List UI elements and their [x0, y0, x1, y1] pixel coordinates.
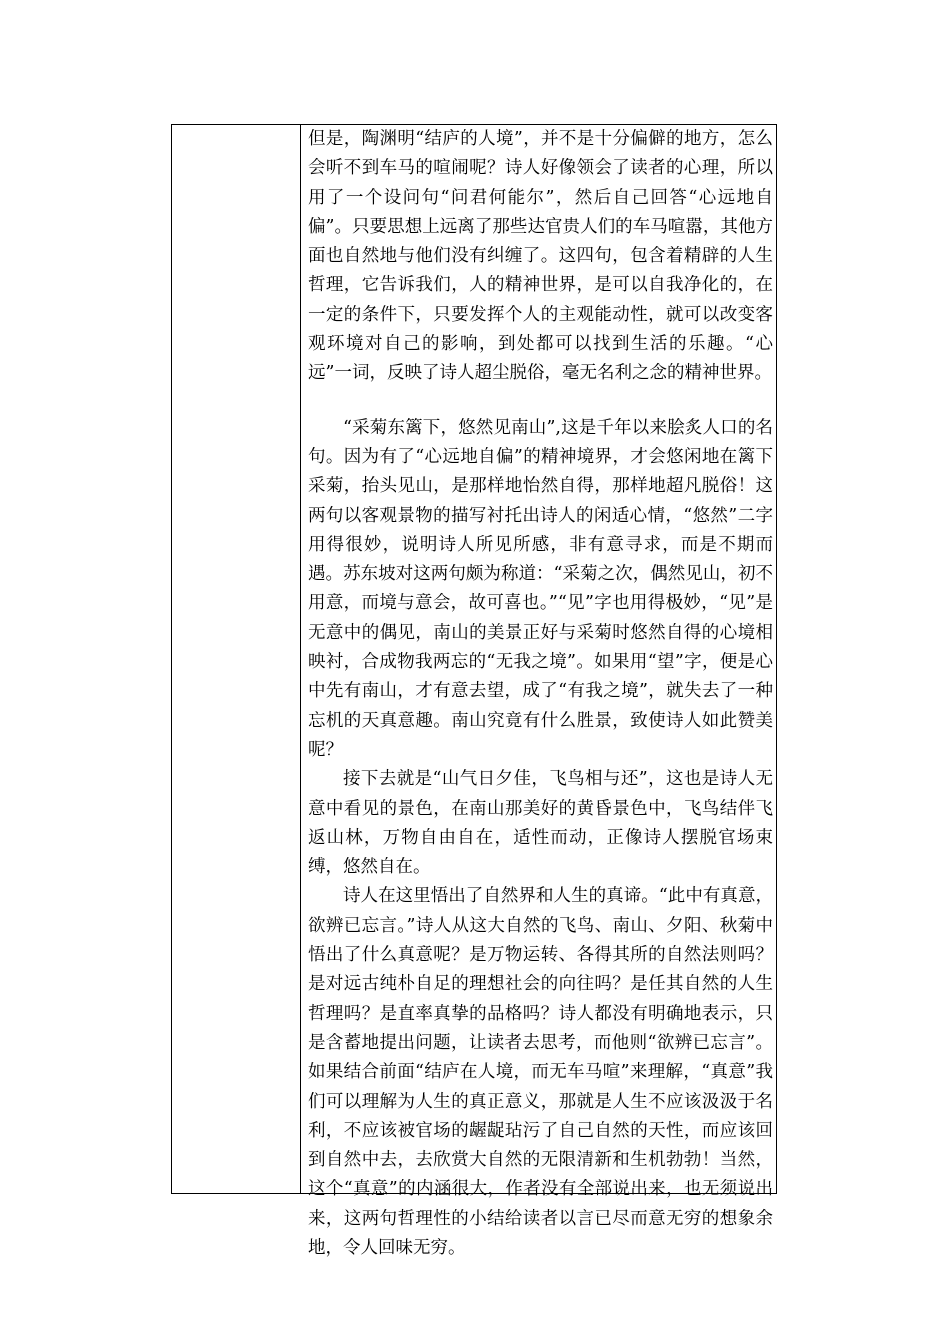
article-body	[308, 125, 773, 1263]
paragraph-1: 但是，陶渊明“结庐的人境”，并不是十分偏僻的地方，怎么会听不到车马的喧闹呢？诗人好像领会了读者的心理，所以用了一个设问句“问君何能尔”，然后自己回答“心远地自偏”。只要思想上远离了那些达官贵人们的车马喧嚣，其他方面也自然地与他们没有纠缠了。这四句，包含着精辟的人生哲理，它告诉我们，人的精神世界，是可以自我净化的，在一定的条件下，只要发挥个人的主观能动性，就可以改变客观环境对自己的影响，到处都可以找到生活的乐趣。“心远”一词，反映了诗人超尘脱俗，毫无名利之念的精神世界。	[308, 129, 773, 384]
paragraph-4: 诗人在这里悟出了自然界和人生的真谛。“此中有真意，欲辨已忘言。”诗人从这大自然的飞鸟、南山、夕阳、秋菊中悟出了什么真意呢？是万物运转、各得其所的自然法则吗？是对远古纯朴自足的理想社会的向往吗？是任其自然的人生哲理吗？是直率真挚的品格吗？诗人都没有明确地表示，只是含蓄地提出问题，让读者去思考，而他则“欲辨已忘言”。如果结合前面“结庐在人境，而无车马喧”来理解，“真意”我们可以理解为人生的真正意义，那就是人生不应该汲汲于名利，不应该被官场的龌龊玷污了自己自然的天性，而应该回到自然中去，去欣赏大自然的无限清新和生机勃勃！当然，这个“真意”的内涵很大，作者没有全部说出来，也无须说出来，这两句哲理性的小结给读者以言已尽而意无穷的想象余地，令人回味无穷。	[308, 886, 773, 1258]
paragraph-3: 接下去就是“山气日夕佳，飞鸟相与还”，这也是诗人无意中看见的景色，在南山那美好的黄昏景色中，飞鸟结伴飞返山林，万物自由自在，适性而动，正像诗人摆脱官场束缚，悠然自在。	[308, 769, 773, 878]
right-table-cell	[301, 125, 776, 1258]
paragraph-2: “采菊东篱下，悠然见南山”,这是千年以来脍炙人口的名句。因为有了“心远地自偏”的精神境界，才会悠闲地在篱下采菊，抬头见山，是那样地怡然自得，那样地超凡脱俗！这两句以客观景物的描写衬托出诗人的闲适心情，“悠然”二字用得很妙，说明诗人所见所感，非有意寻求，而是不期而遇。苏东坡对这两句颇为称道：“采菊之次，偶然见山，初不用意，而境与意会，故可喜也。”“见”字也用得极妙，“见”是无意中的偶见，南山的美景正好与采菊时悠然自得的心境相映衬，合成物我两忘的“无我之境”。如果用“望”字，便是心中先有南山，才有意去望，成了“有我之境”，就失去了一种忘机的天真意趣。南山究竟有什么胜景，致使诗人如此赞美呢？	[308, 417, 773, 760]
left-table-cell	[172, 125, 301, 1193]
document-table	[171, 124, 777, 1258]
